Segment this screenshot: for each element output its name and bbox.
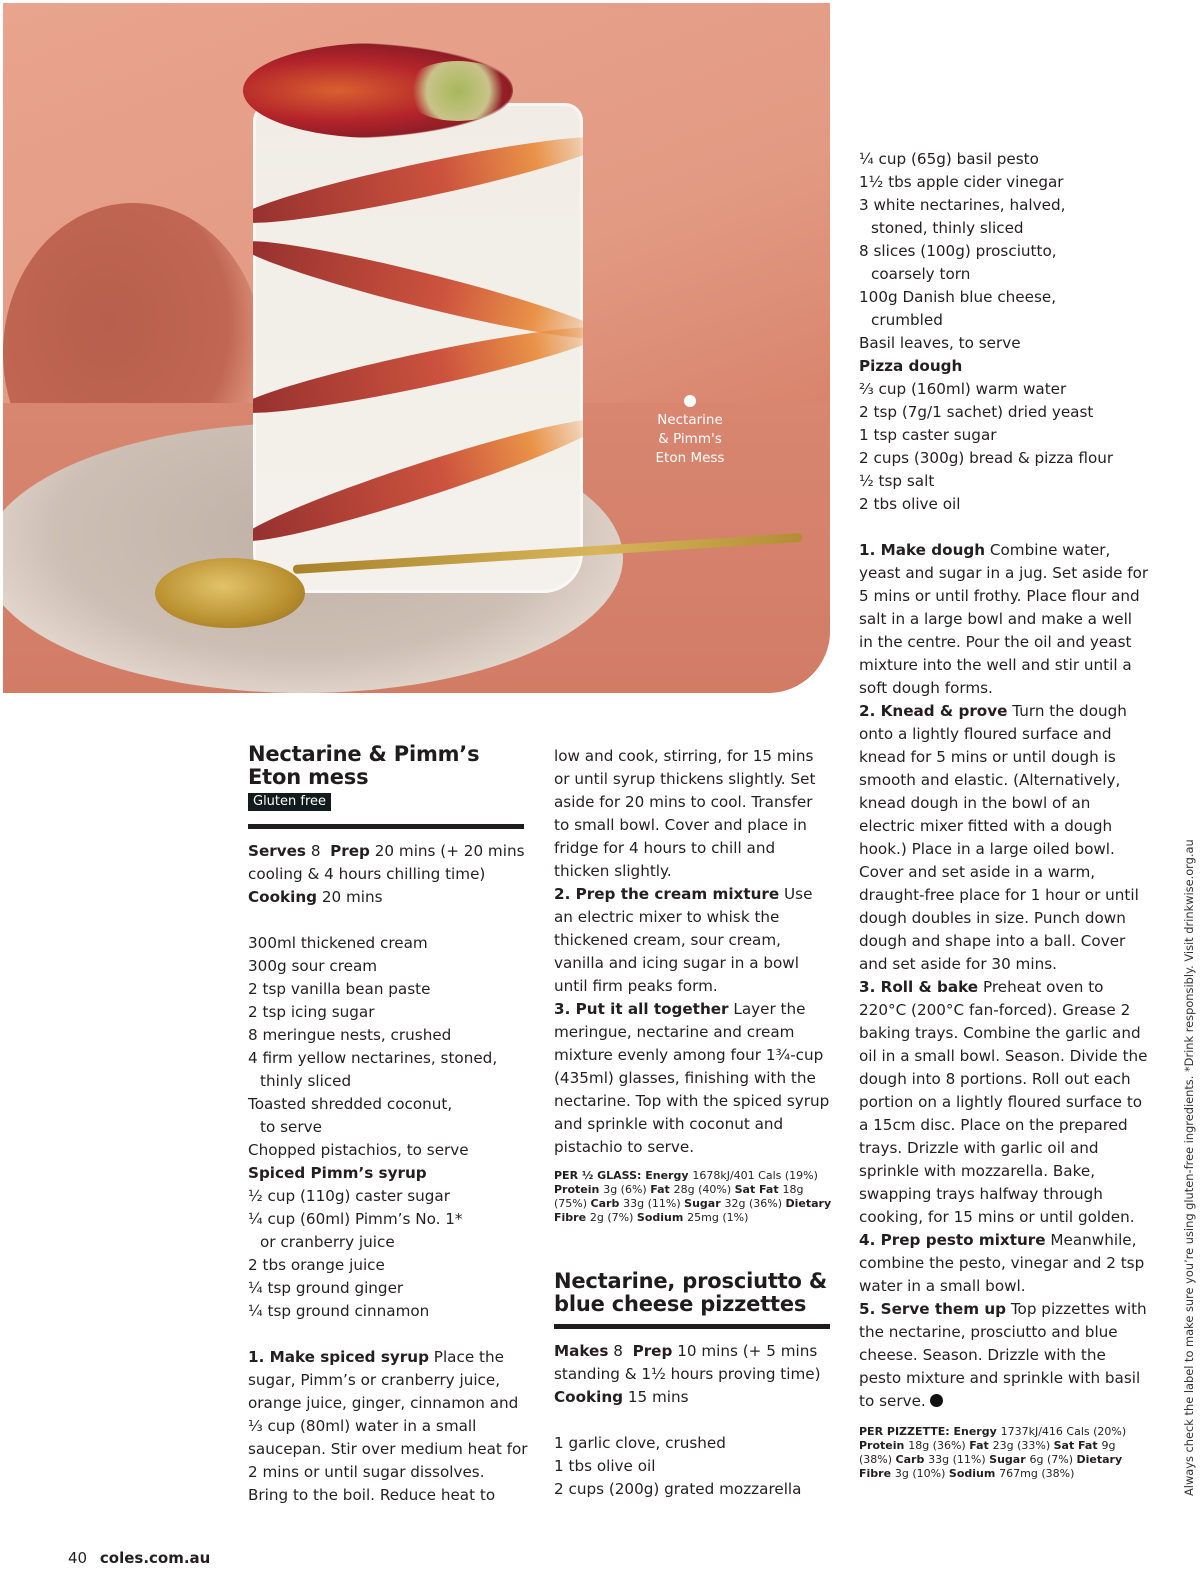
ingredient-item: 2 tsp (7g/1 sachet) dried yeast xyxy=(859,403,1094,421)
ingredient-item: 2 tsp icing sugar xyxy=(248,1003,375,1021)
ingredient-item: 1½ tbs apple cider vinegar xyxy=(859,173,1064,191)
page-footer xyxy=(68,1549,210,1567)
ingredient-item: 1 tsp caster sugar xyxy=(859,426,997,444)
ingredient-item: ½ cup (110g) caster sugar xyxy=(248,1187,450,1205)
method-step: 5. Serve them up Top pizzettes with the nectarine, prosciutto and blue cheese. Season. Drizzle with the pesto mixture and sprinkle with basil to serve. xyxy=(859,1300,1147,1410)
ingredient-item: ¼ tsp ground cinnamon xyxy=(248,1302,430,1320)
ingredient-item: ½ tsp salt xyxy=(859,472,935,490)
ingredient-item: to serve xyxy=(260,1118,322,1136)
ingredient-item: 2 cups (200g) grated mozzarella xyxy=(554,1480,802,1498)
method-step: 3. Roll & bake Preheat oven to 220°C (200°C fan-forced). Grease 2 baking trays. Combine the garlic and oil in a small bowl. Season. Divide the dough into 8 portions. Roll out each portion on a lightly floured surface to a 15cm disc. Place on the prepared trays. Drizzle with garlic oil and sprinkle with mozzarella. Bake, swapping trays halfway through cooking, for 15 mins or until golden. xyxy=(859,978,1148,1226)
site-link[interactable]: coles.com.au xyxy=(99,1549,211,1567)
method-step: 1. Make dough Combine water, yeast and sugar in a jug. Set aside for 5 mins or until frothy. Place flour and salt in a large bowl and make a well in the centre. Pour the oil and yeast mixture into the well and stir until a soft dough forms. xyxy=(859,541,1149,697)
recipe-pizzettes-method xyxy=(859,539,1149,1481)
ingredient-item: 8 meringue nests, crushed xyxy=(248,1026,452,1044)
ingredient-item: ¼ cup (60ml) Pimm’s No. 1* xyxy=(248,1210,463,1228)
method-step: 2. Prep the cream mixture Use an electric mixer to whisk the thickened cream, sour cream, vanilla and icing sugar in a bowl until firm peaks form. xyxy=(554,885,813,995)
ingredient-item: 2 cups (300g) bread & pizza flour xyxy=(859,449,1114,467)
ingredient-item: 1 tbs olive oil xyxy=(554,1457,656,1475)
caption-dot-icon xyxy=(684,395,696,407)
ingredient-list xyxy=(248,932,528,1323)
recipe-meta: Makes 8 Prep 10 mins (+ 5 mins standing & 1½ hours proving time) Cooking 15 mins xyxy=(554,1342,821,1406)
photo-caption: Nectarine & Pimm's Eton Mess xyxy=(643,395,737,468)
ingredient-item: coarsely torn xyxy=(871,265,971,283)
photo-glass-dessert xyxy=(253,103,583,593)
recipe-eton-mess-method-continued xyxy=(554,745,832,1225)
nutrition-info: PER ½ GLASS: Energy 1678kJ/401 Cals (19%) Protein 3g (6%) Fat 28g (40%) Sat Fat 18g (75%) Carb 33g (11%) Sugar 32g (36%) Dietary Fibre 2g (7%) Sodium 25mg (1%) xyxy=(554,1169,832,1224)
page-number: 40 xyxy=(68,1549,88,1567)
ingredient-item: ⅔ cup (160ml) warm water xyxy=(859,380,1067,398)
ingredient-item: 2 tbs olive oil xyxy=(859,495,961,513)
gluten-free-badge: Gluten free xyxy=(248,793,331,811)
method-step: 2. Knead & prove Turn the dough onto a lightly floured surface and knead for 5 mins or until dough is smooth and elastic. (Alternatively, knead dough in the bowl of an electric mixer fitted with a dough hook.) Place in a large oiled bowl. Cover and set aside in a warm, draught-free place for 1 hour or until dough doubles in size. Punch down dough and shape into a ball. Cover and set aside for 30 mins. xyxy=(859,702,1139,973)
ingredient-item: 8 slices (100g) prosciutto, xyxy=(859,242,1057,260)
ingredient-item: 3 white nectarines, halved, xyxy=(859,196,1066,214)
recipe-pizzettes xyxy=(554,1270,834,1501)
recipe-eton-mess xyxy=(248,743,528,1507)
ingredient-item: 1 garlic clove, crushed xyxy=(554,1434,726,1452)
title-divider xyxy=(248,824,524,829)
ingredient-item: 4 firm yellow nectarines, stoned, xyxy=(248,1049,498,1067)
ingredient-subheading: Pizza dough xyxy=(859,357,963,375)
ingredient-item: stoned, thinly sliced xyxy=(871,219,1024,237)
ingredient-item: 300ml thickened cream xyxy=(248,934,428,952)
method-step: 1. Make spiced syrup Place the sugar, Pimm’s or cranberry juice, orange juice, ginger, cinnamon and ⅓ cup (80ml) water in a small saucepan. Stir over medium heat for 2 mins or until sugar dissolves. Bring to the boil. Reduce heat to xyxy=(248,1348,528,1504)
ingredient-item: 2 tsp vanilla bean paste xyxy=(248,980,431,998)
ingredient-item: or cranberry juice xyxy=(260,1233,395,1251)
ingredient-item: 100g Danish blue cheese, xyxy=(859,288,1057,306)
method-step: 4. Prep pesto mixture Meanwhile, combine the pesto, vinegar and 2 tsp water in a small bowl. xyxy=(859,1231,1145,1295)
title-divider xyxy=(554,1324,830,1329)
ingredient-item: Toasted shredded coconut, xyxy=(248,1095,453,1113)
ingredient-subheading: Spiced Pimm’s syrup xyxy=(248,1164,427,1182)
side-disclaimer: Always check the label to make sure you’re using gluten-free ingredients. *Drink responsibly. Visit drinkwise.org.au xyxy=(1182,839,1196,1496)
recipe-meta: Serves 8 Prep 20 mins (+ 20 mins cooling & 4 hours chilling time) Cooking 20 mins xyxy=(248,842,525,906)
recipe-title: Nectarine, prosciutto & blue cheese pizzettes xyxy=(554,1269,827,1316)
ingredient-item: ¼ cup (65g) basil pesto xyxy=(859,150,1039,168)
pizzette-ingredients-continued xyxy=(859,148,1159,516)
ingredient-list xyxy=(554,1432,834,1501)
nutrition-info: PER PIZZETTE: Energy 1737kJ/416 Cals (20%) Protein 18g (36%) Fat 23g (33%) Sat Fat 9g (38%) Carb 33g (11%) Sugar 6g (7%) Dietary Fibre 3g (10%) Sodium 767mg (38%) xyxy=(859,1425,1127,1480)
ingredient-item: Basil leaves, to serve xyxy=(859,334,1021,352)
recipe-title: Nectarine & Pimm’s Eton mess xyxy=(248,742,480,789)
method-step: 3. Put it all together Layer the meringue, nectarine and cream mixture evenly among four 1¾-cup (435ml) glasses, finishing with the nectarine. Top with the spiced syrup and sprinkle with coconut and pistachio to serve. xyxy=(554,1000,830,1156)
photo-spoon-head xyxy=(155,558,305,628)
ingredient-item: Chopped pistachios, to serve xyxy=(248,1141,469,1159)
ingredient-item: 300g sour cream xyxy=(248,957,378,975)
ingredient-item: crumbled xyxy=(871,311,943,329)
ingredient-item: thinly sliced xyxy=(260,1072,352,1090)
hero-photo xyxy=(3,3,830,693)
photo-pistachio-topping xyxy=(403,61,513,121)
method-step-continued: low and cook, stirring, for 15 mins or until syrup thickens slightly. Set aside for 20 mins to cool. Transfer to small bowl. Cover and place in fridge for 4 hours to chill and thicken slightly. xyxy=(554,747,816,880)
ingredient-item: ¼ tsp ground ginger xyxy=(248,1279,404,1297)
end-of-recipe-dot-icon xyxy=(930,1394,943,1407)
ingredient-item: 2 tbs orange juice xyxy=(248,1256,385,1274)
